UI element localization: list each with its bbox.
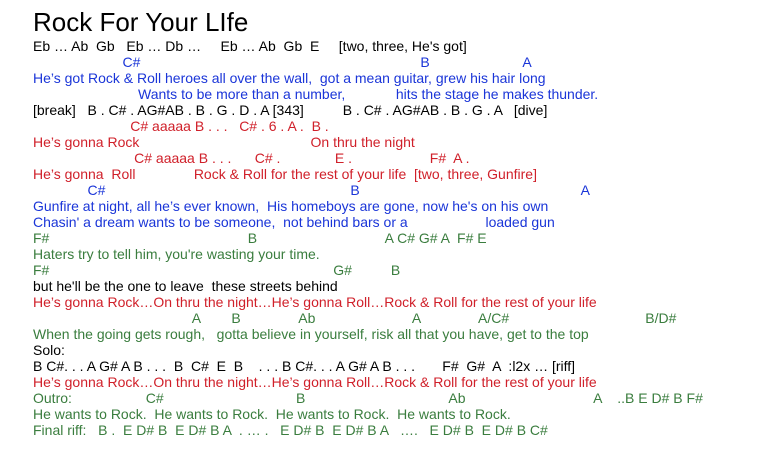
song-line: but he'll be the one to leave these streets behind <box>33 278 338 294</box>
song-line: B C#. . . A G# A B . . . B C# E B . . . B C#. . . A G# A B . . . F# G# A :l2x … [riff] <box>33 358 576 374</box>
song-line: C# aaaaa B . . . C# . E . F# A . <box>33 150 470 166</box>
song-line: C# aaaaa B . . . C# . 6 . A . B . <box>33 118 329 134</box>
song-line: Eb … Ab Gb Eb … Db … Eb … Ab Gb E [two, three, He's got] <box>33 38 467 54</box>
song-line: C# B A <box>33 182 591 198</box>
song-line: Final riff: B . E D# B E D# B A . … . E D# B E D# B A …. E D# B E D# B C# <box>33 422 548 438</box>
song-line: He’s gonna Rock…On thru the night…He’s gonna Roll…Rock & Roll for the rest of your life <box>33 374 597 390</box>
song-line: He’s gonna Roll Rock & Roll for the rest of your life [two, three, Gunfire] <box>33 166 537 182</box>
song-title: Rock For Your LIfe <box>33 7 249 37</box>
song-line: Chasin' a dream wants to be someone, not behind bars or a loaded gun <box>33 214 555 230</box>
song-line: [break] B . C# . AG#AB . B . G . D . A [343] B . C# . AG#AB . B . G . A [dive] <box>33 102 548 118</box>
song-line: Haters try to tell him, you're wasting your time. <box>33 246 320 262</box>
song-line: He’s gonna Rock On thru the night <box>33 134 415 150</box>
song-line: He’s gonna Rock…On thru the night…He’s gonna Roll…Rock & Roll for the rest of your life <box>33 294 597 310</box>
song-line: Solo: <box>33 342 65 358</box>
song-line: When the going gets rough, gotta believe in yourself, risk all that you have, get to the top <box>33 326 589 342</box>
song-line: A B Ab A A/C# B/D# <box>33 310 677 326</box>
song-line: F# B A C# G# A F# E <box>33 230 487 246</box>
song-line: Wants to be more than a number, hits the stage he makes thunder. <box>33 86 599 102</box>
song-line: C# B A <box>33 54 532 70</box>
song-line: He wants to Rock. He wants to Rock. He wants to Rock. He wants to Rock. <box>33 406 511 422</box>
song-line: Outro: C# B Ab A ..B E D# B F# <box>33 390 703 406</box>
song-line: He’s got Rock & Roll heroes all over the wall, got a mean guitar, grew his hair long <box>33 70 546 86</box>
song-line: F# G# B <box>33 262 401 278</box>
song-line: Gunfire at night, all he’s ever known, His homeboys are gone, now he's on his own <box>33 198 549 214</box>
